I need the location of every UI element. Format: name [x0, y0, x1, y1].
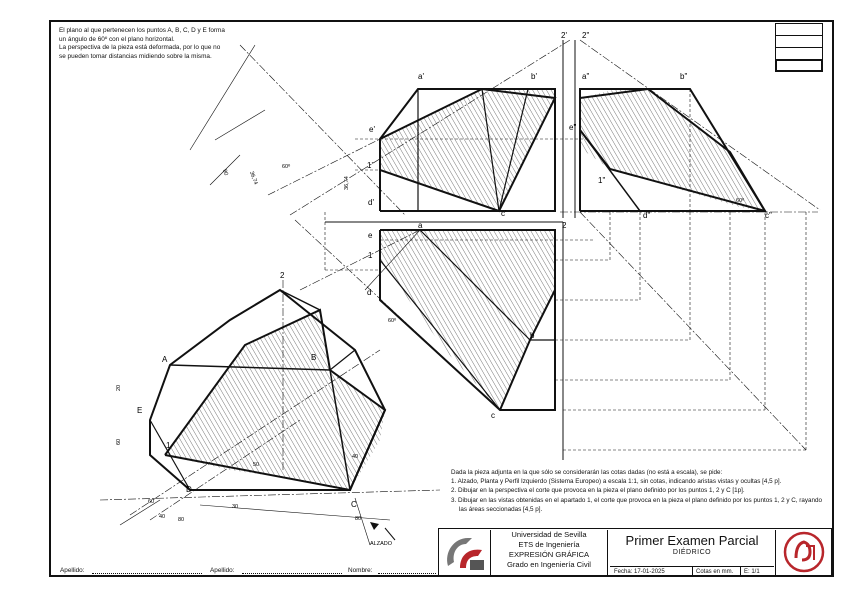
surname1-field[interactable]: [92, 573, 202, 574]
name-label: Nombre:: [348, 567, 373, 574]
dim-60-left: 60: [116, 438, 122, 445]
surname1-label: Apellido:: [60, 567, 85, 574]
dim-20: 20: [116, 384, 122, 391]
label-d-prime: d': [368, 198, 374, 207]
dim-60-perfil: 60º: [736, 198, 745, 204]
label-1-second: 1": [598, 176, 606, 185]
view-perfil: [575, 40, 765, 218]
label-2: 2: [562, 221, 567, 230]
exam-date: Fecha: 17-01-2025: [614, 569, 665, 575]
task-item-3: 3. Dibujar en las vistas obtenidas en el apartado 1, el corte que provoca en la pieza el plano definido por los puntos 1, 2 y C, rayando las áreas seccionadas [4,5 p].: [451, 496, 823, 513]
label-2-second: 2": [582, 31, 590, 40]
persp-label-A: A: [162, 355, 168, 364]
title-block-footer: [610, 566, 774, 577]
note-line: El plano al que pertenecen los puntos A, B, C, D y E forma: [59, 27, 225, 34]
note-line: un ángulo de 60º con el plano horizontal.: [59, 35, 175, 43]
task-item-2: 2. Dibujar en la perspectiva el corte que provoca en la pieza el plano definido por los puntos 1, 2 y C [1p].: [451, 487, 745, 495]
persp-label-E: E: [137, 406, 143, 415]
label-1-prime: 1': [367, 161, 373, 170]
label-b-second: b": [680, 72, 688, 81]
dim-50: 50: [253, 462, 260, 468]
dim-60-planta: 60º: [388, 318, 397, 324]
label-c-prime: c': [501, 209, 507, 218]
surname2-label: Apellido:: [210, 567, 235, 574]
task-item-1: 1. Alzado, Planta y Perfil Izquierdo (Sistema Europeo) a escala 1:1, sin cotas, indicando aristas vistas y ocultas [4,5 p].: [451, 478, 782, 486]
exam-subject: DIÉDRICO: [672, 549, 712, 556]
dim-36-74-notes: 36,74: [248, 170, 259, 186]
persp-label-B: B: [311, 353, 317, 362]
label-c-second: c": [765, 211, 772, 220]
exam-title: [610, 530, 774, 566]
note-line: se pueden tomar distancias midiendo sobre la misma.: [59, 52, 212, 60]
school-info: [490, 530, 608, 575]
label-a-second: a": [582, 72, 590, 81]
school-name: ETS de Ingeniería: [518, 540, 580, 549]
section-area-planta: [380, 230, 555, 410]
section-area-perspective: [165, 310, 385, 490]
label-1: 1: [368, 251, 373, 260]
dim-30: 30: [232, 504, 239, 510]
label-e: e: [368, 231, 373, 240]
university-name: Universidad de Sevilla: [511, 530, 587, 539]
dim-60-bottom: 60: [148, 499, 155, 505]
name-field[interactable]: [378, 573, 436, 574]
alzado-arrow-label: ALZADO: [370, 541, 393, 547]
label-a-prime: a': [418, 72, 424, 81]
label-d: d: [367, 288, 372, 297]
label-a: a: [418, 221, 423, 230]
dim-36-74-alzado: 36,74: [344, 176, 350, 190]
label-b: b: [530, 331, 535, 340]
task-instructions: [451, 468, 829, 514]
dim-80-bottom: 80: [178, 517, 185, 523]
dim-80-right: 80: [355, 516, 362, 522]
degree-name: Grado en Ingeniería Civil: [507, 560, 591, 569]
logo-eg-icon: [440, 530, 488, 575]
department-logo: [440, 530, 488, 575]
university-seal: [775, 530, 832, 575]
department-name: EXPRESIÓN GRÁFICA: [508, 550, 590, 559]
persp-label-1: 1: [166, 441, 171, 450]
view-alzado: [355, 40, 590, 218]
note-line: La perspectiva de la pieza está deformada, por lo que no: [59, 44, 221, 52]
units-note: Cotas en mm.: [692, 567, 733, 577]
dim-60-notes: 60º: [282, 164, 291, 170]
persp-label-2: 2: [280, 271, 285, 280]
label-e-second: e": [569, 123, 577, 132]
scale-note: E: 1/1: [740, 567, 760, 577]
label-e-prime: e': [369, 125, 375, 134]
task-intro: Dada la pieza adjunta en la que sólo se considerarán las cotas dadas (no está a escala), se pide:: [451, 469, 723, 476]
persp-label-D: D: [186, 485, 192, 494]
label-c: c: [491, 411, 495, 420]
label-2-prime: 2': [561, 31, 567, 40]
university-seal-icon: [776, 530, 832, 575]
dim-40-right: 40: [352, 454, 359, 460]
surname2-field[interactable]: [242, 573, 342, 574]
dim-40: 40: [159, 514, 166, 520]
label-b-prime: b': [531, 72, 537, 81]
persp-label-C: C: [351, 500, 357, 509]
label-d-second: d": [643, 211, 651, 220]
dim-80-notes: 80: [221, 168, 229, 177]
exam-name: Primer Examen Parcial: [625, 533, 759, 548]
